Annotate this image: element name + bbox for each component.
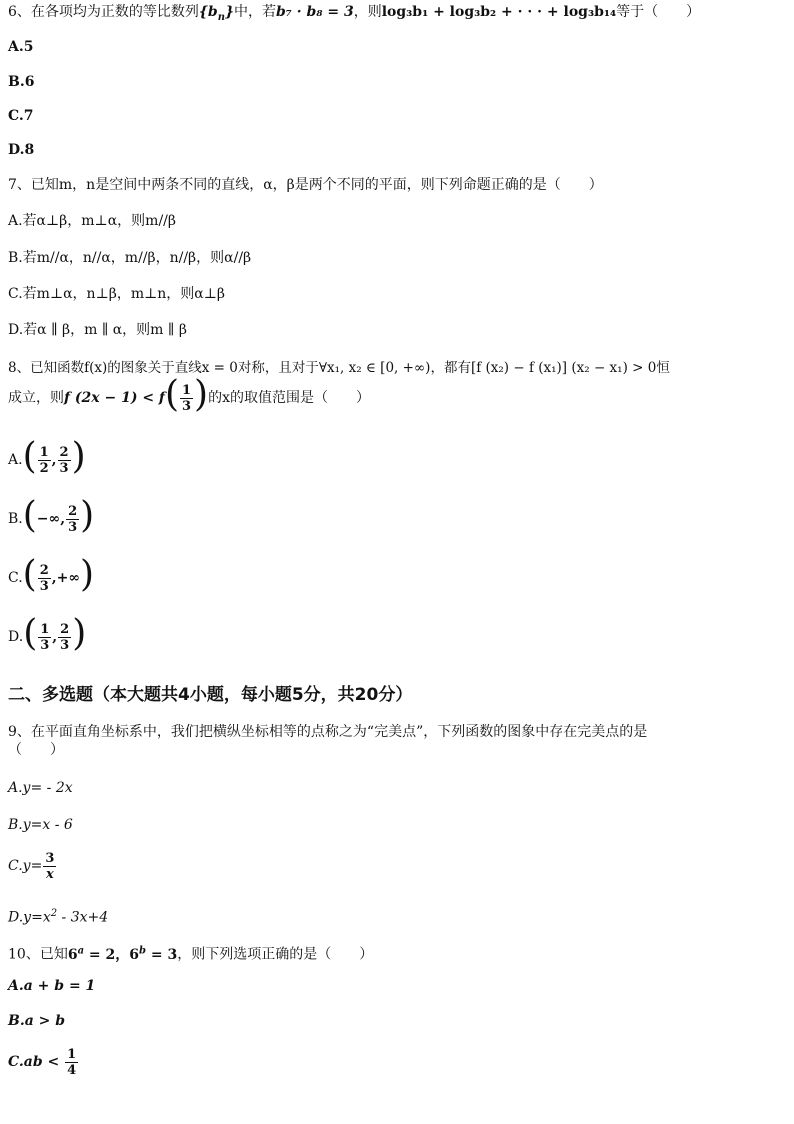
- q8-option-b: B.(−∞, $\frac{2}{3}$ ): [8, 495, 95, 536]
- q8-inequality: f (2x − 1) < f: [64, 390, 165, 406]
- q10-option-c: C.ab < $\frac{1}{4}$: [8, 1046, 77, 1078]
- q8-option-c: C.( $\frac{2}{3}$ ,+∞): [8, 554, 95, 595]
- q6-option-a: A.5: [8, 39, 34, 55]
- q8-stem-line1: 8、已知函数f(x)的图象关于直线x = 0对称，且对于∀x₁, x₂ ∈ [0, +∞)，都有[f (x₂) − f (x₁)] (x₂ − x₁) > 0恒: [8, 360, 670, 376]
- q9-option-c: C.y= $\frac{3}{x}$: [8, 850, 55, 882]
- q6-option-b: B.6: [8, 74, 35, 90]
- q9-stem-line2: （ ）: [8, 742, 64, 758]
- q9-option-b: B.y=x - 6: [8, 817, 73, 833]
- q9-option-d: $D.y=x^2 - 3x+4$: [8, 908, 109, 926]
- q6-option-c: C.7: [8, 108, 34, 124]
- q6-expression: log₃b₁ + log₃b₂ + · · · + log₃b₁₄: [381, 4, 617, 20]
- q8-stem-line2: 成立，则f (2x − 1) < f( $\frac{1}{3}$ )的x的取值范围是（ ）: [8, 374, 370, 415]
- q7-option-a: A.若α⊥β，m⊥α，则m//β: [8, 213, 176, 229]
- q6-condition: b₇ · b₈ = 3: [276, 4, 354, 20]
- q9-stem-line1: 9、在平面直角坐标系中，我们把横纵坐标相等的点称之为“完美点”，下列函数的图象中存在完美点的是: [8, 724, 648, 740]
- q7-option-b: B.若m//α，n//α，m//β，n//β，则α//β: [8, 250, 252, 266]
- q9-option-a: A.y= - 2x: [8, 780, 73, 796]
- q8-option-a: A.( $\frac{1}{2}$ , $\frac{2}{3}$ ): [8, 436, 86, 477]
- q6-seq: $\{b_n\}$: [198, 4, 235, 23]
- q7-stem: 7、已知m，n是空间中两条不同的直线，α，β是两个不同的平面，则下列命题正确的是（ ）: [8, 177, 603, 193]
- q7-option-c: C.若m⊥α，n⊥β，m⊥n，则α⊥β: [8, 286, 226, 302]
- q8-fraction: $\frac{1}{3}$: [182, 382, 192, 414]
- q10-stem: 10、已知$6^a = 2$，$6^b = 3$，则下列选项正确的是（ ）: [8, 945, 374, 963]
- q10-option-a: A.a + b = 1: [8, 978, 96, 994]
- q10-option-b: B.a > b: [8, 1013, 66, 1029]
- q8-option-d: D.( $\frac{1}{3}$ , $\frac{2}{3}$ ): [8, 613, 87, 654]
- q7-option-d: D.若α ∥ β，m ∥ α，则m ∥ β: [8, 322, 187, 338]
- section-heading: 二、多选题（本大题共4小题，每小题5分，共20分）: [8, 685, 413, 705]
- q6-stem: 6、在各项均为正数的等比数列$\{b_n\}$中，若b₇ · b₈ = 3，则log₃b₁ + log₃b₂ + · · · + log₃b₁₄等于（ ）: [8, 4, 701, 23]
- q6-option-d: D.8: [8, 142, 35, 158]
